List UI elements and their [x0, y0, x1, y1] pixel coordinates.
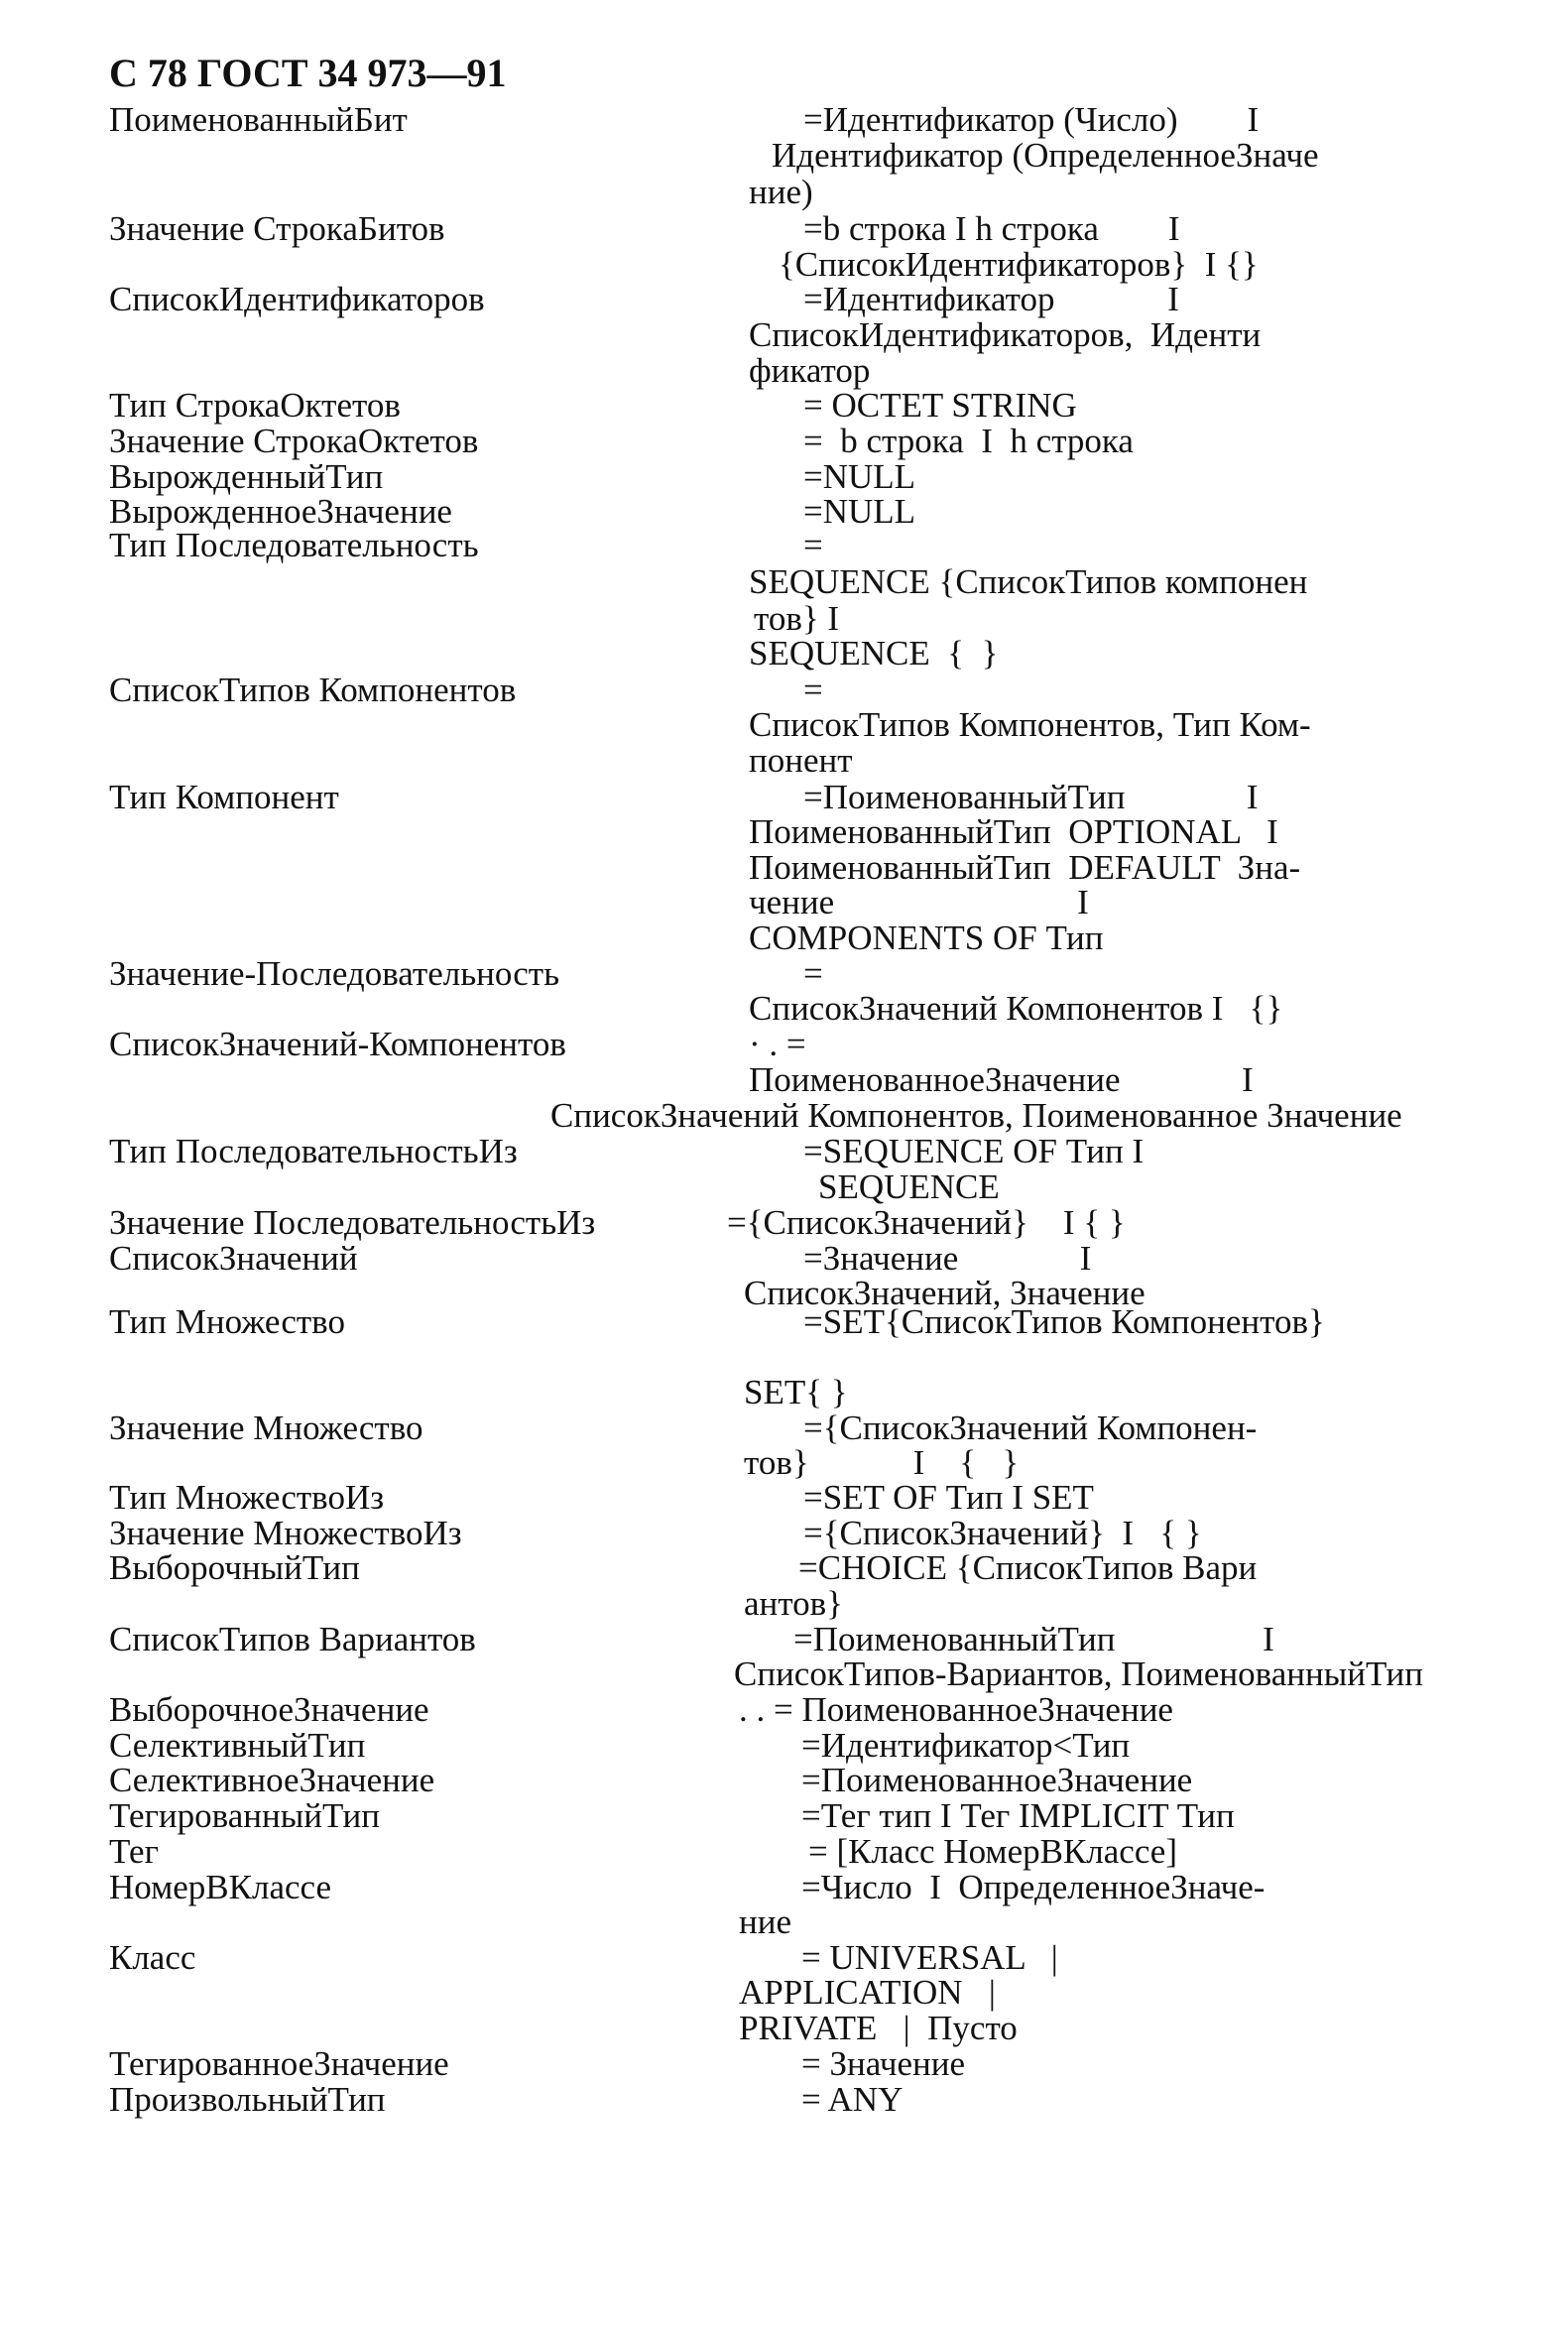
definition-line: СписокЗначений Компонентов I {} [749, 989, 1283, 1028]
definition-line: тов} I { } [744, 1443, 1020, 1482]
definition-line: СписокЗначений Компонентов, Поименованное Значение [550, 1096, 1402, 1135]
definition-line: . . = ПоименованноеЗначение [739, 1690, 1173, 1729]
definition-line: SET{ } [744, 1373, 848, 1411]
term-class-number: НомерВКлассе [109, 1868, 332, 1906]
definition-line: =SEQUENCE OF Тип I [803, 1132, 1145, 1170]
definition-line: фикатор [749, 351, 871, 390]
term-selection-type: СелективныйТип [109, 1726, 366, 1765]
term-selection-value: СелективноеЗначение [109, 1761, 435, 1799]
term-any-type: ПроизвольныйТип [109, 2080, 386, 2119]
term-value-list: СписокЗначений [109, 1239, 358, 1278]
term-choice-value: ВыборочноеЗначение [109, 1690, 429, 1729]
definition-line: SEQUENCE [818, 1167, 1000, 1206]
definition-line: ние [739, 1902, 791, 1941]
term-bitstring-value: Значение СтрокаБитов [109, 209, 445, 248]
definition-line: = [803, 671, 823, 709]
term-tagged-value: ТегированноеЗначение [109, 2044, 449, 2083]
definition-line: ние) [749, 173, 813, 211]
term-sequence-value: Значение-Последовательность [109, 954, 560, 993]
definition-line: СписокЗначений, Значение [744, 1274, 1146, 1312]
definition-line: =ПоименованноеЗначение [801, 1761, 1193, 1799]
definition-line: APPLICATION | [739, 1973, 996, 2012]
definition-line: =Тег тип I Тег IMPLICIT Тип [801, 1796, 1235, 1835]
definition-line: =ПоименованныйТип I [793, 1620, 1274, 1658]
term-sequence-of-type: Тип ПоследовательностьИз [109, 1132, 518, 1170]
definition-line: Идентификатор (ОпределенноеЗначе [772, 136, 1319, 175]
definition-line: СписокИдентификаторов, Иденти [749, 315, 1262, 354]
definition-line: = [Класс НомерВКлассе] [808, 1832, 1177, 1871]
term-tag: Тег [109, 1832, 159, 1871]
term-choice-type: ВыборочныйТип [109, 1548, 360, 1587]
term-named-bit: ПоименованныйБит [109, 100, 408, 139]
definition-line: =b строка I h строка I [803, 209, 1180, 248]
definition-line: =Идентификатор (Число) I [803, 100, 1260, 139]
term-identifier-list: СписокИдентификаторов [109, 280, 485, 318]
definition-line: · . = [749, 1025, 806, 1063]
definition-line: ПоименованныйТип DEFAULT Зна- [749, 848, 1301, 887]
term-alternative-type-list: СписокТипов Вариантов [109, 1620, 476, 1658]
term-null-type: ВырожденныйТип [109, 457, 384, 496]
definition-line: ПоименованныйТип OPTIONAL I [749, 812, 1278, 851]
definition-line: = ANY [801, 2080, 904, 2119]
definition-line: PRIVATE | Пусто [739, 2009, 1018, 2047]
definition-line: = [803, 954, 823, 993]
definition-line: =Число I ОпределенноеЗначе- [801, 1868, 1266, 1906]
term-octetstring-value: Значение СтрокаОктетов [109, 422, 479, 460]
term-sequence-type: Тип Последовательность [109, 526, 479, 564]
definition-line: {СписокИдентификаторов} I {} [779, 245, 1259, 284]
definition-line: =Идентификатор<Тип [801, 1726, 1131, 1765]
definition-line: =NULL [803, 492, 916, 531]
term-class: Класс [109, 1938, 196, 1977]
definition-line: тов} I [754, 599, 840, 638]
definition-line: = Значение [801, 2044, 966, 2083]
definition-line: СписокТипов Компонентов, Тип Ком- [749, 705, 1311, 744]
definition-line: = b строка I h строка [803, 422, 1134, 460]
definition-line: COMPONENTS OF Тип [749, 919, 1104, 957]
term-sequence-of-value: Значение ПоследовательностьИз [109, 1203, 596, 1242]
definition-line: =SET OF Тип I SET [803, 1478, 1094, 1517]
term-component-type: Тип Компонент [109, 778, 339, 816]
definition-line: чение I [749, 883, 1089, 921]
definition-line: ={СписокЗначений} I { } [727, 1203, 1126, 1242]
definition-line: =Значение I [803, 1239, 1092, 1278]
term-set-value: Значение Множество [109, 1409, 423, 1447]
term-set-of-value: Значение МножествоИз [109, 1514, 462, 1552]
definition-line: =Идентификатор I [803, 280, 1179, 318]
term-octetstring-type: Тип СтрокаОктетов [109, 386, 401, 425]
definition-line: =CHOICE {СписокТипов Вари [798, 1548, 1258, 1587]
definition-line: антов} [744, 1584, 843, 1623]
term-set-of-type: Тип МножествоИз [109, 1478, 385, 1517]
definition-line: СписокТипов-Вариантов, ПоименованныйТип [734, 1655, 1423, 1693]
term-null-value: ВырожденноеЗначение [109, 492, 452, 531]
term-component-value-list: СписокЗначений-Компонентов [109, 1025, 566, 1063]
definition-line: понент [749, 741, 853, 780]
definition-line: ПоименованноеЗначение I [749, 1060, 1254, 1099]
definition-line: ={СписокЗначений} I { } [803, 1514, 1202, 1552]
definition-line: =SET{СписокТипов Компонентов} [803, 1302, 1325, 1341]
definition-line: = OCTET STRING [803, 386, 1077, 425]
definition-line: SEQUENCE { } [749, 634, 999, 673]
definition-line: =ПоименованныйТип I [803, 778, 1259, 816]
definition-line: =NULL [803, 457, 916, 496]
page-header: С 78 ГОСТ 34 973—91 [109, 51, 507, 95]
definition-line: ={СписокЗначений Компонен- [803, 1409, 1258, 1447]
term-tagged-type: ТегированныйТип [109, 1796, 380, 1835]
definition-line: SEQUENCE {СписокТипов компонен [749, 562, 1308, 601]
definition-line: = [803, 526, 823, 564]
term-set-type: Тип Множество [109, 1302, 345, 1341]
definition-line: = UNIVERSAL | [801, 1938, 1058, 1977]
term-component-type-list: СписокТипов Компонентов [109, 671, 517, 709]
